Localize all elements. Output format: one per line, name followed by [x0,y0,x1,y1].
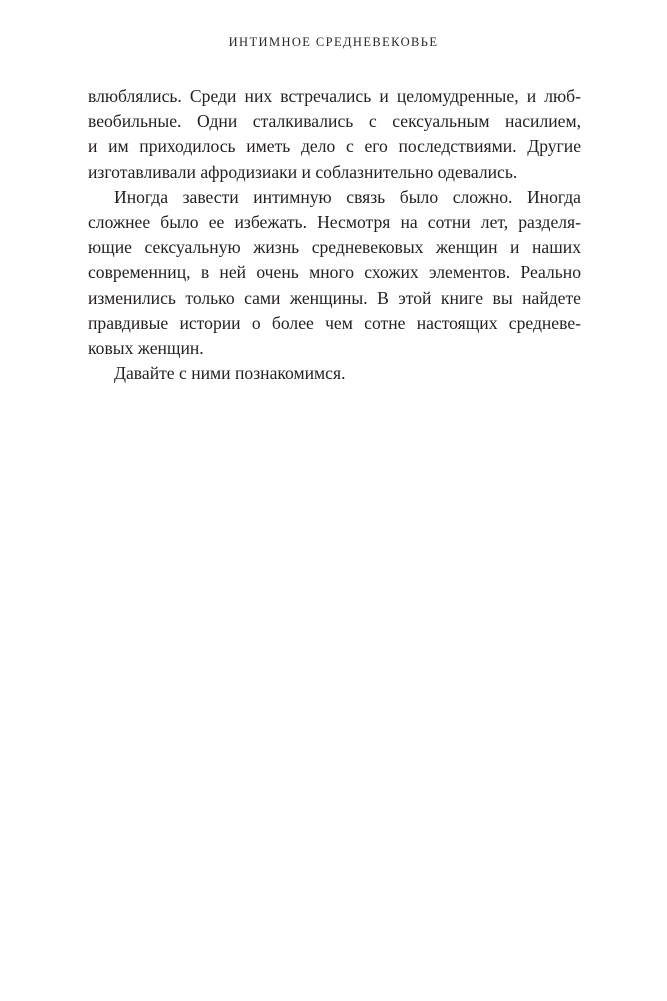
text-line: изготавливали афродизиаки и соблазнительно одевались. [88,161,518,182]
paragraph [88,361,581,386]
running-head: ИНТИМНОЕ СРЕДНЕВЕКОВЬЕ [228,35,439,49]
text-line: и им приходилось иметь дело с его последствиями. Другие [88,136,581,157]
text-line: сложнее было ее избежать. Несмотря на сотни лет, разделя- [88,211,581,232]
text-line: веобильные. Одни сталкивались с сексуальным насилием, [88,111,581,132]
text-line: ющие сексуальную жизнь средневековых женщин и наших [88,237,581,258]
body-text [88,84,581,386]
text-line: Давайте с ними познакомимся. [114,363,346,384]
text-line: правдивые истории о более чем сотне настоящих средневе- [88,312,581,333]
text-line: современниц, в ней очень много схожих элементов. Реально [88,262,581,283]
text-line: влюблялись. Среди них встречались и целомудренные, и люб- [88,86,581,106]
text-line: ковых женщин. [88,337,204,358]
text-line: изменились только сами женщины. В этой книге вы найдете [88,287,581,308]
paragraph [88,185,581,361]
text-line: Иногда завести интимную связь было сложно. Иногда [114,186,581,207]
paragraph [88,84,581,185]
